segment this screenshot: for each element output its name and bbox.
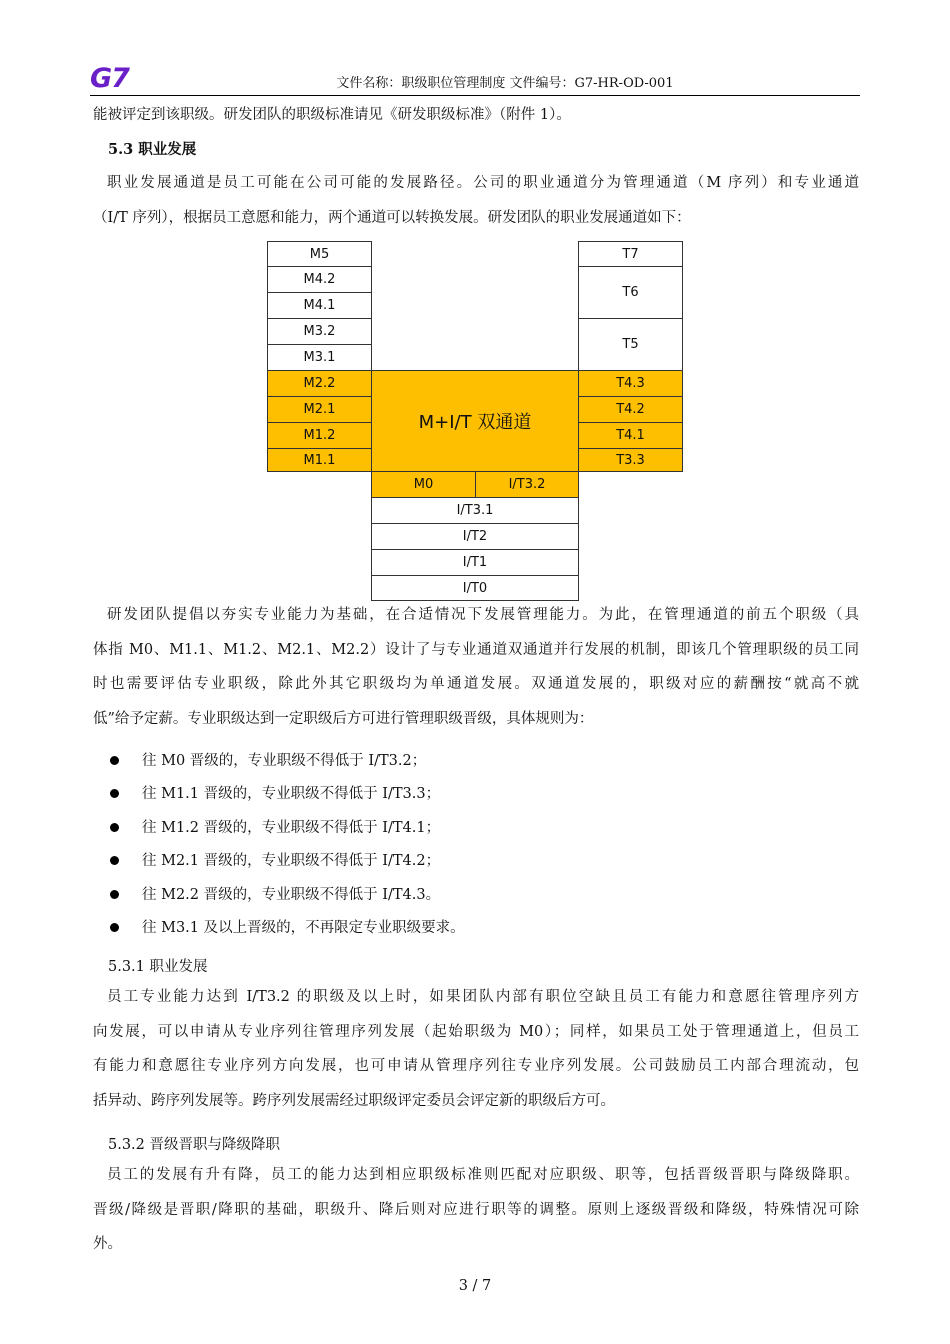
level-t3-3: T3.3	[578, 448, 683, 472]
level-m3-1: M3.1	[267, 344, 372, 371]
dual-channel-paragraph	[93, 598, 859, 736]
paragraph-line: 有能力和意愿往专业序列方向发展，也可申请从管理序列往专业序列发展。公司鼓励员工内部合理流动，包	[93, 1058, 859, 1074]
level-t6: T6	[578, 266, 683, 319]
level-m1-2: M1.2	[267, 422, 372, 449]
level-m0: M0	[371, 471, 476, 498]
dual-channel-block: M+I/T 双通道	[371, 370, 579, 472]
section-5-3-1-paragraph	[93, 980, 859, 1118]
level-t7: T7	[578, 241, 683, 267]
level-it3-2: I/T3.2	[475, 471, 579, 498]
paragraph-line: 向发展，可以申请从专业序列往管理序列发展（起始职级为 M0）；同样，如果员工处于管理通道上，但员工	[93, 1023, 859, 1040]
level-m5: M5	[267, 241, 372, 267]
paragraph-line: 括异动、跨序列发展等。跨序列发展需经过职级评定委员会评定新的职级后方可。	[93, 1092, 615, 1109]
bullet-dot-icon	[110, 756, 119, 765]
level-it1: I/T1	[371, 549, 579, 576]
level-it3-1: I/T3.1	[371, 497, 579, 524]
paragraph-line: 研发团队提倡以夯实专业能力为基础，在合适情况下发展管理能力。为此，在管理通道的前五个职级（具	[107, 607, 859, 623]
section-5-3-2-heading: 5.3.2 晋级晋职与降级降职	[108, 1137, 281, 1153]
paragraph-line: 低”给予定薪。专业职级达到一定职级后方可进行管理职级晋级，具体规则为：	[93, 710, 594, 727]
header-divider	[90, 95, 860, 96]
bullet-dot-icon	[110, 789, 119, 798]
bullet-dot-icon	[110, 923, 119, 932]
bullet-dot-icon	[110, 890, 119, 899]
company-logo: G7	[90, 63, 129, 94]
intro-line: 能被评定到该职级。研发团队的职级标准请见《研发职级标准》（附件 1）。	[93, 107, 571, 123]
level-t4-1: T4.1	[578, 422, 683, 449]
list-item: 往 M2.2 晋级的，专业职级不得低于 I/T4.3。	[142, 887, 441, 903]
level-m2-2: M2.2	[267, 370, 372, 397]
level-m2-1: M2.1	[267, 396, 372, 423]
section-5-3-heading: 5.3 职业发展	[108, 141, 197, 158]
paragraph-line: 员工专业能力达到 I/T3.2 的职级及以上时，如果团队内部有职位空缺且员工有能力和意愿往管理序列方	[107, 989, 859, 1005]
level-m4-2: M4.2	[267, 266, 372, 293]
section-5-3-2-paragraph	[93, 1158, 859, 1262]
section-5-3-paragraph	[93, 166, 859, 235]
level-m4-1: M4.1	[267, 292, 372, 319]
list-item: 往 M1.1 晋级的，专业职级不得低于 I/T3.3；	[142, 786, 441, 802]
bullet-dot-icon	[110, 856, 119, 865]
list-item: 往 M0 晋级的，专业职级不得低于 I/T3.2；	[142, 753, 427, 769]
level-t4-2: T4.2	[578, 396, 683, 423]
list-item: 往 M2.1 晋级的，专业职级不得低于 I/T4.2；	[142, 853, 441, 869]
level-m1-1: M1.1	[267, 448, 372, 472]
paragraph-line: 员工的发展有升有降，员工的能力达到相应职级标准则匹配对应职级、职等，包括晋级晋职与降级降职。	[107, 1167, 859, 1183]
paragraph-line: 外。	[93, 1236, 122, 1252]
level-t4-3: T4.3	[578, 370, 683, 397]
header-file-info: 文件名称：职级职位管理制度 文件编号：G7-HR-OD-001	[336, 76, 674, 91]
level-t5: T5	[578, 318, 683, 371]
paragraph-line: 晋级/降级是晋职/降职的基础，职级升、降后则对应进行职等的调整。原则上逐级晋级和降级，特殊情况可除	[93, 1201, 859, 1218]
section-5-3-1-heading: 5.3.1 职业发展	[108, 959, 208, 975]
level-m3-2: M3.2	[267, 318, 372, 345]
page-number: 3 / 7	[458, 1278, 492, 1294]
paragraph-line: 职业发展通道是员工可能在公司可能的发展路径。公司的职业通道分为管理通道（M 序列）和专业通道	[107, 175, 859, 191]
list-item: 往 M3.1 及以上晋级的，不再限定专业职级要求。	[142, 920, 465, 936]
level-it0: I/T0	[371, 575, 579, 601]
paragraph-line: 时也需要评估专业职级，除此外其它职级均为单通道发展。双通道发展的，职级对应的薪酬按“就高不就	[93, 676, 859, 692]
list-item: 往 M1.2 晋级的，专业职级不得低于 I/T4.1；	[142, 820, 441, 836]
bullet-dot-icon	[110, 823, 119, 832]
paragraph-line: （I/T 序列），根据员工意愿和能力，两个通道可以转换发展。研发团队的职业发展通道如下：	[93, 209, 691, 226]
paragraph-line: 体指 M0、M1.1、M1.2、M2.1、M2.2）设计了与专业通道双通道并行发展的机制，即该几个管理职级的员工同	[93, 641, 859, 658]
level-it2: I/T2	[371, 523, 579, 550]
